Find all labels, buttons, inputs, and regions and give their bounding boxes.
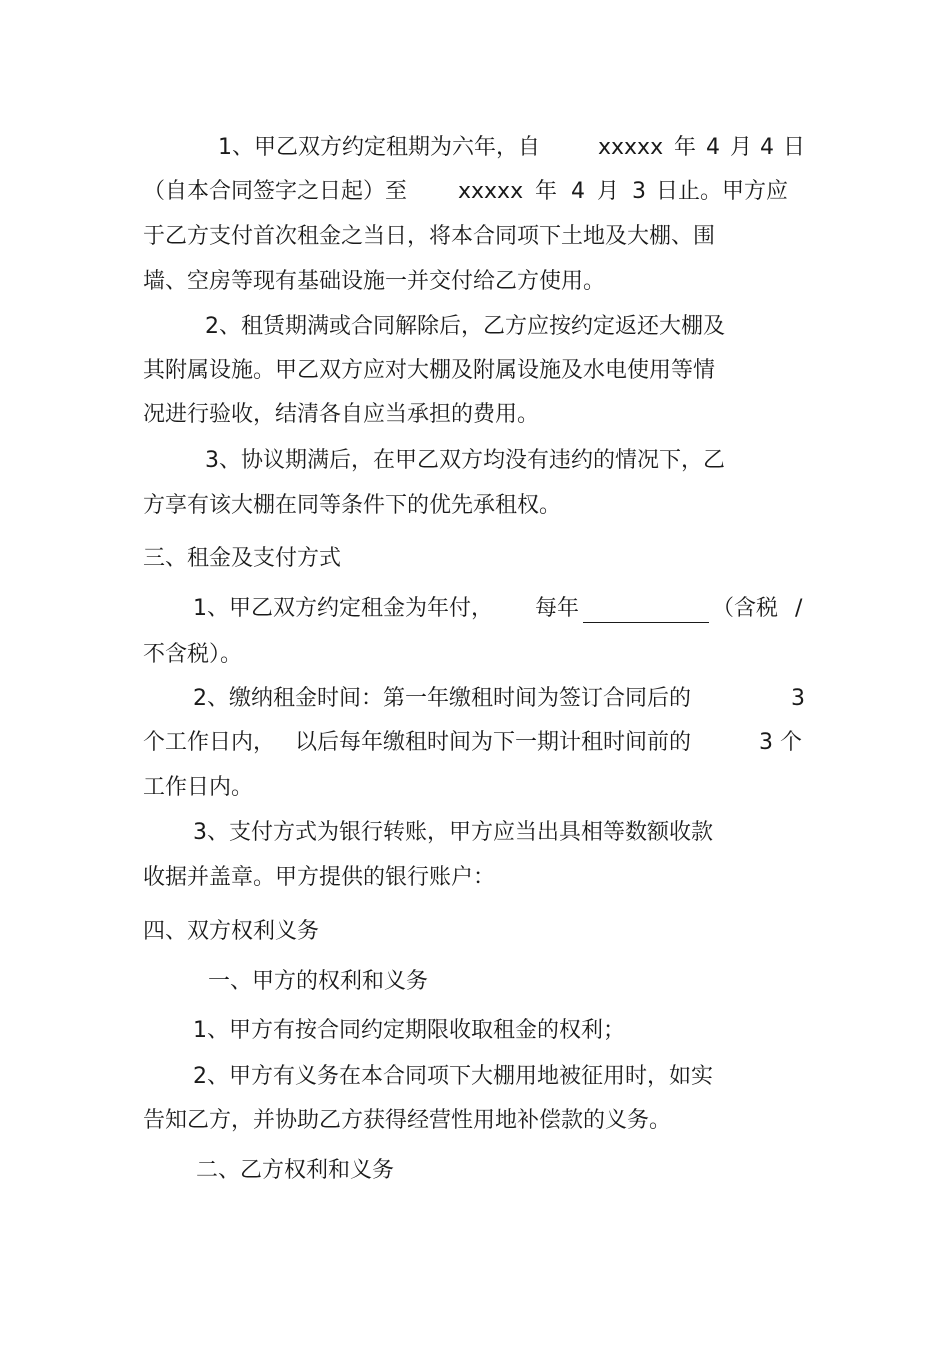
text-line: 2、租赁期满或合同解除后，乙方应按约定返还大棚及 bbox=[205, 314, 725, 339]
text-line: 月 bbox=[597, 179, 620, 204]
text-line: 3、支付方式为银行转账，甲方应当出具相等数额收款 bbox=[193, 820, 713, 845]
text-line: 4 bbox=[571, 179, 585, 204]
fill-in-blank bbox=[583, 622, 709, 623]
text-line: 2、缴纳租金时间：第一年缴租时间为签订合同后的 bbox=[193, 686, 691, 711]
section-heading: 四、双方权利义务 bbox=[143, 919, 320, 944]
text-line: 月 bbox=[730, 135, 753, 160]
text-line: 日止。甲方应 bbox=[656, 179, 789, 204]
text-line: 3 bbox=[791, 686, 805, 711]
subsection-heading: 一、甲方的权利和义务 bbox=[208, 969, 429, 994]
text-line: 墙、空房等现有基础设施一并交付给乙方使用。 bbox=[143, 269, 606, 294]
text-line: / bbox=[795, 596, 803, 621]
text-line: xxxxx bbox=[598, 135, 664, 160]
text-line: 1、甲乙双方约定租期为六年，自 bbox=[218, 135, 540, 160]
text-line: 3、协议期满后，在甲乙双方均没有违约的情况下，乙 bbox=[205, 448, 725, 473]
subsection-heading: 二、乙方权利和义务 bbox=[196, 1158, 395, 1183]
text-line: 方享有该大棚在同等条件下的优先承租权。 bbox=[143, 493, 562, 518]
text-line: 4 bbox=[706, 135, 720, 160]
text-line: 以后每年缴租时间为下一期计租时间前的 bbox=[295, 730, 692, 755]
text-line: 每年 bbox=[535, 596, 580, 621]
text-line: 1、甲乙双方约定租金为年付， bbox=[193, 596, 493, 621]
text-line: 3 个 bbox=[759, 730, 802, 755]
text-line: 1、甲方有按合同约定期限收取租金的权利； bbox=[193, 1018, 625, 1043]
text-line: 不含税）。 bbox=[143, 642, 243, 667]
text-line: xxxxx bbox=[458, 179, 524, 204]
text-line: （含税 bbox=[712, 596, 779, 621]
text-line: 告知乙方，并协助乙方获得经营性用地补偿款的义务。 bbox=[143, 1108, 672, 1133]
text-line: 况进行验收，结清各自应当承担的费用。 bbox=[143, 402, 540, 427]
text-line: 年 bbox=[535, 179, 558, 204]
text-line: 日 bbox=[783, 135, 806, 160]
section-heading: 三、租金及支付方式 bbox=[143, 546, 342, 571]
text-line: 3 bbox=[632, 179, 646, 204]
text-line: 收据并盖章。甲方提供的银行账户： bbox=[143, 865, 496, 890]
text-line: （自本合同签字之日起）至 bbox=[143, 179, 408, 204]
text-line: 于乙方支付首次租金之当日，将本合同项下土地及大棚、围 bbox=[143, 224, 716, 249]
text-line: 年 bbox=[674, 135, 697, 160]
text-line: 2、甲方有义务在本合同项下大棚用地被征用时，如实 bbox=[193, 1064, 713, 1089]
text-line: 4 bbox=[760, 135, 774, 160]
text-line: 工作日内。 bbox=[143, 775, 254, 800]
text-line: 个工作日内， bbox=[143, 730, 276, 755]
text-line: 其附属设施。甲乙双方应对大棚及附属设施及水电使用等情 bbox=[143, 358, 716, 383]
